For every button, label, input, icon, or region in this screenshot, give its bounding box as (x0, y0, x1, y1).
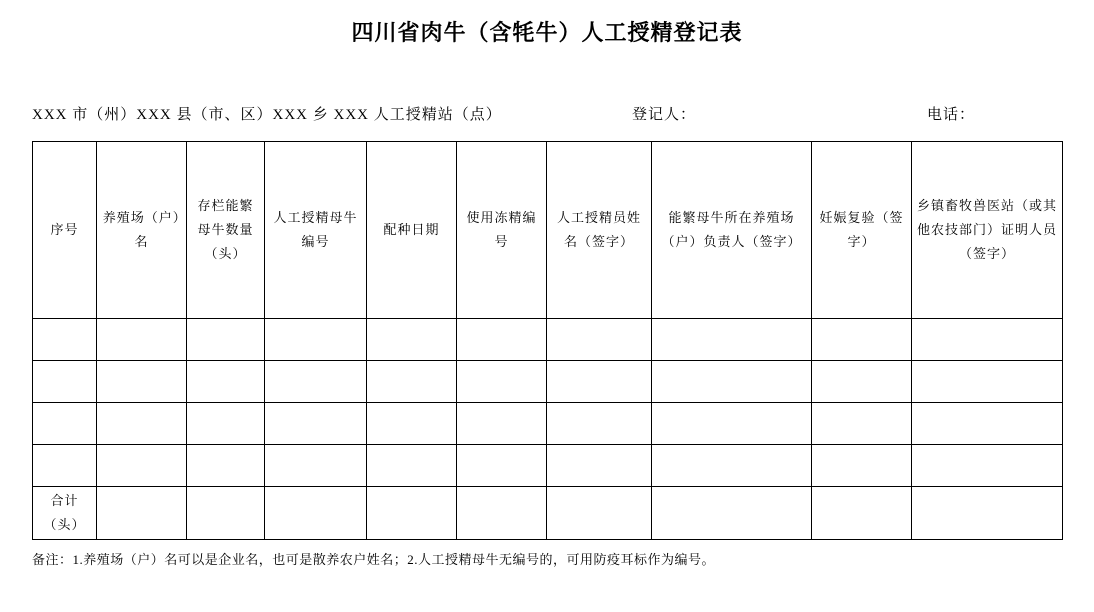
station-address-text: XXX 市（州）XXX 县（市、区）XXX 乡 XXX 人工授精站（点） (32, 107, 502, 123)
cell[interactable] (33, 361, 97, 403)
cell[interactable] (187, 319, 265, 361)
cell[interactable] (187, 361, 265, 403)
column-header-technician-name: 人工授精员姓名（签字） (547, 142, 652, 319)
cell[interactable] (547, 403, 652, 445)
cell[interactable] (912, 445, 1063, 487)
cell[interactable] (457, 445, 547, 487)
cell[interactable] (547, 319, 652, 361)
column-header-breeding-cow-count: 存栏能繁母牛数量（头） (187, 142, 265, 319)
footnote: 备注：1.养殖场（户）名可以是企业名，也可是散养农户姓名；2.人工授精母牛无编号的，可用防疫耳标作为编号。 (32, 552, 716, 568)
cell[interactable] (97, 361, 187, 403)
cell[interactable] (187, 445, 265, 487)
cell[interactable] (812, 319, 912, 361)
page-title: 四川省肉牛（含牦牛）人工授精登记表 (351, 21, 743, 46)
cell[interactable] (547, 487, 652, 540)
cell[interactable] (265, 361, 367, 403)
cell[interactable] (812, 361, 912, 403)
phone-label: 电话： (927, 107, 976, 123)
cell[interactable] (265, 319, 367, 361)
cell[interactable] (97, 403, 187, 445)
total-label: 合计（头） (33, 487, 97, 540)
cell[interactable] (265, 445, 367, 487)
cell[interactable] (367, 319, 457, 361)
table-row (33, 403, 1063, 445)
cell[interactable] (367, 487, 457, 540)
cell[interactable] (457, 403, 547, 445)
cell[interactable] (547, 445, 652, 487)
cell[interactable] (912, 487, 1063, 540)
cell[interactable] (33, 403, 97, 445)
cell[interactable] (367, 445, 457, 487)
table-row (33, 445, 1063, 487)
column-header-farm-owner-signature: 能繁母牛所在养殖场（户）负责人（签字） (652, 142, 812, 319)
cell[interactable] (457, 361, 547, 403)
column-header-breeding-date: 配种日期 (367, 142, 457, 319)
cell[interactable] (812, 445, 912, 487)
document-page (0, 16, 1094, 612)
cell[interactable] (912, 319, 1063, 361)
registration-table (32, 141, 1063, 540)
cell[interactable] (33, 319, 97, 361)
column-header-seq: 序号 (33, 142, 97, 319)
cell[interactable] (652, 319, 812, 361)
header-line (32, 103, 1062, 129)
cell[interactable] (652, 445, 812, 487)
cell[interactable] (367, 403, 457, 445)
cell[interactable] (97, 445, 187, 487)
cell[interactable] (33, 445, 97, 487)
table-total-row (33, 487, 1063, 540)
column-header-pregnancy-recheck: 妊娠复验（签字） (812, 142, 912, 319)
cell[interactable] (812, 403, 912, 445)
cell[interactable] (265, 487, 367, 540)
cell[interactable] (547, 361, 652, 403)
cell[interactable] (912, 361, 1063, 403)
cell[interactable] (652, 487, 812, 540)
table-header-row (33, 142, 1063, 319)
cell[interactable] (652, 361, 812, 403)
table-row (33, 361, 1063, 403)
cell[interactable] (367, 361, 457, 403)
registrar-label: 登记人： (632, 107, 697, 123)
column-header-semen-id: 使用冻精编号 (457, 142, 547, 319)
cell[interactable] (97, 319, 187, 361)
cell[interactable] (457, 487, 547, 540)
column-header-cow-id: 人工授精母牛编号 (265, 142, 367, 319)
column-header-township-verifier: 乡镇畜牧兽医站（或其他农技部门）证明人员（签字） (912, 142, 1063, 319)
cell[interactable] (652, 403, 812, 445)
cell[interactable] (265, 403, 367, 445)
cell[interactable] (457, 319, 547, 361)
cell[interactable] (187, 487, 265, 540)
column-header-farm-name: 养殖场（户）名 (97, 142, 187, 319)
cell[interactable] (97, 487, 187, 540)
cell[interactable] (912, 403, 1063, 445)
cell[interactable] (187, 403, 265, 445)
cell[interactable] (812, 487, 912, 540)
table-row (33, 319, 1063, 361)
